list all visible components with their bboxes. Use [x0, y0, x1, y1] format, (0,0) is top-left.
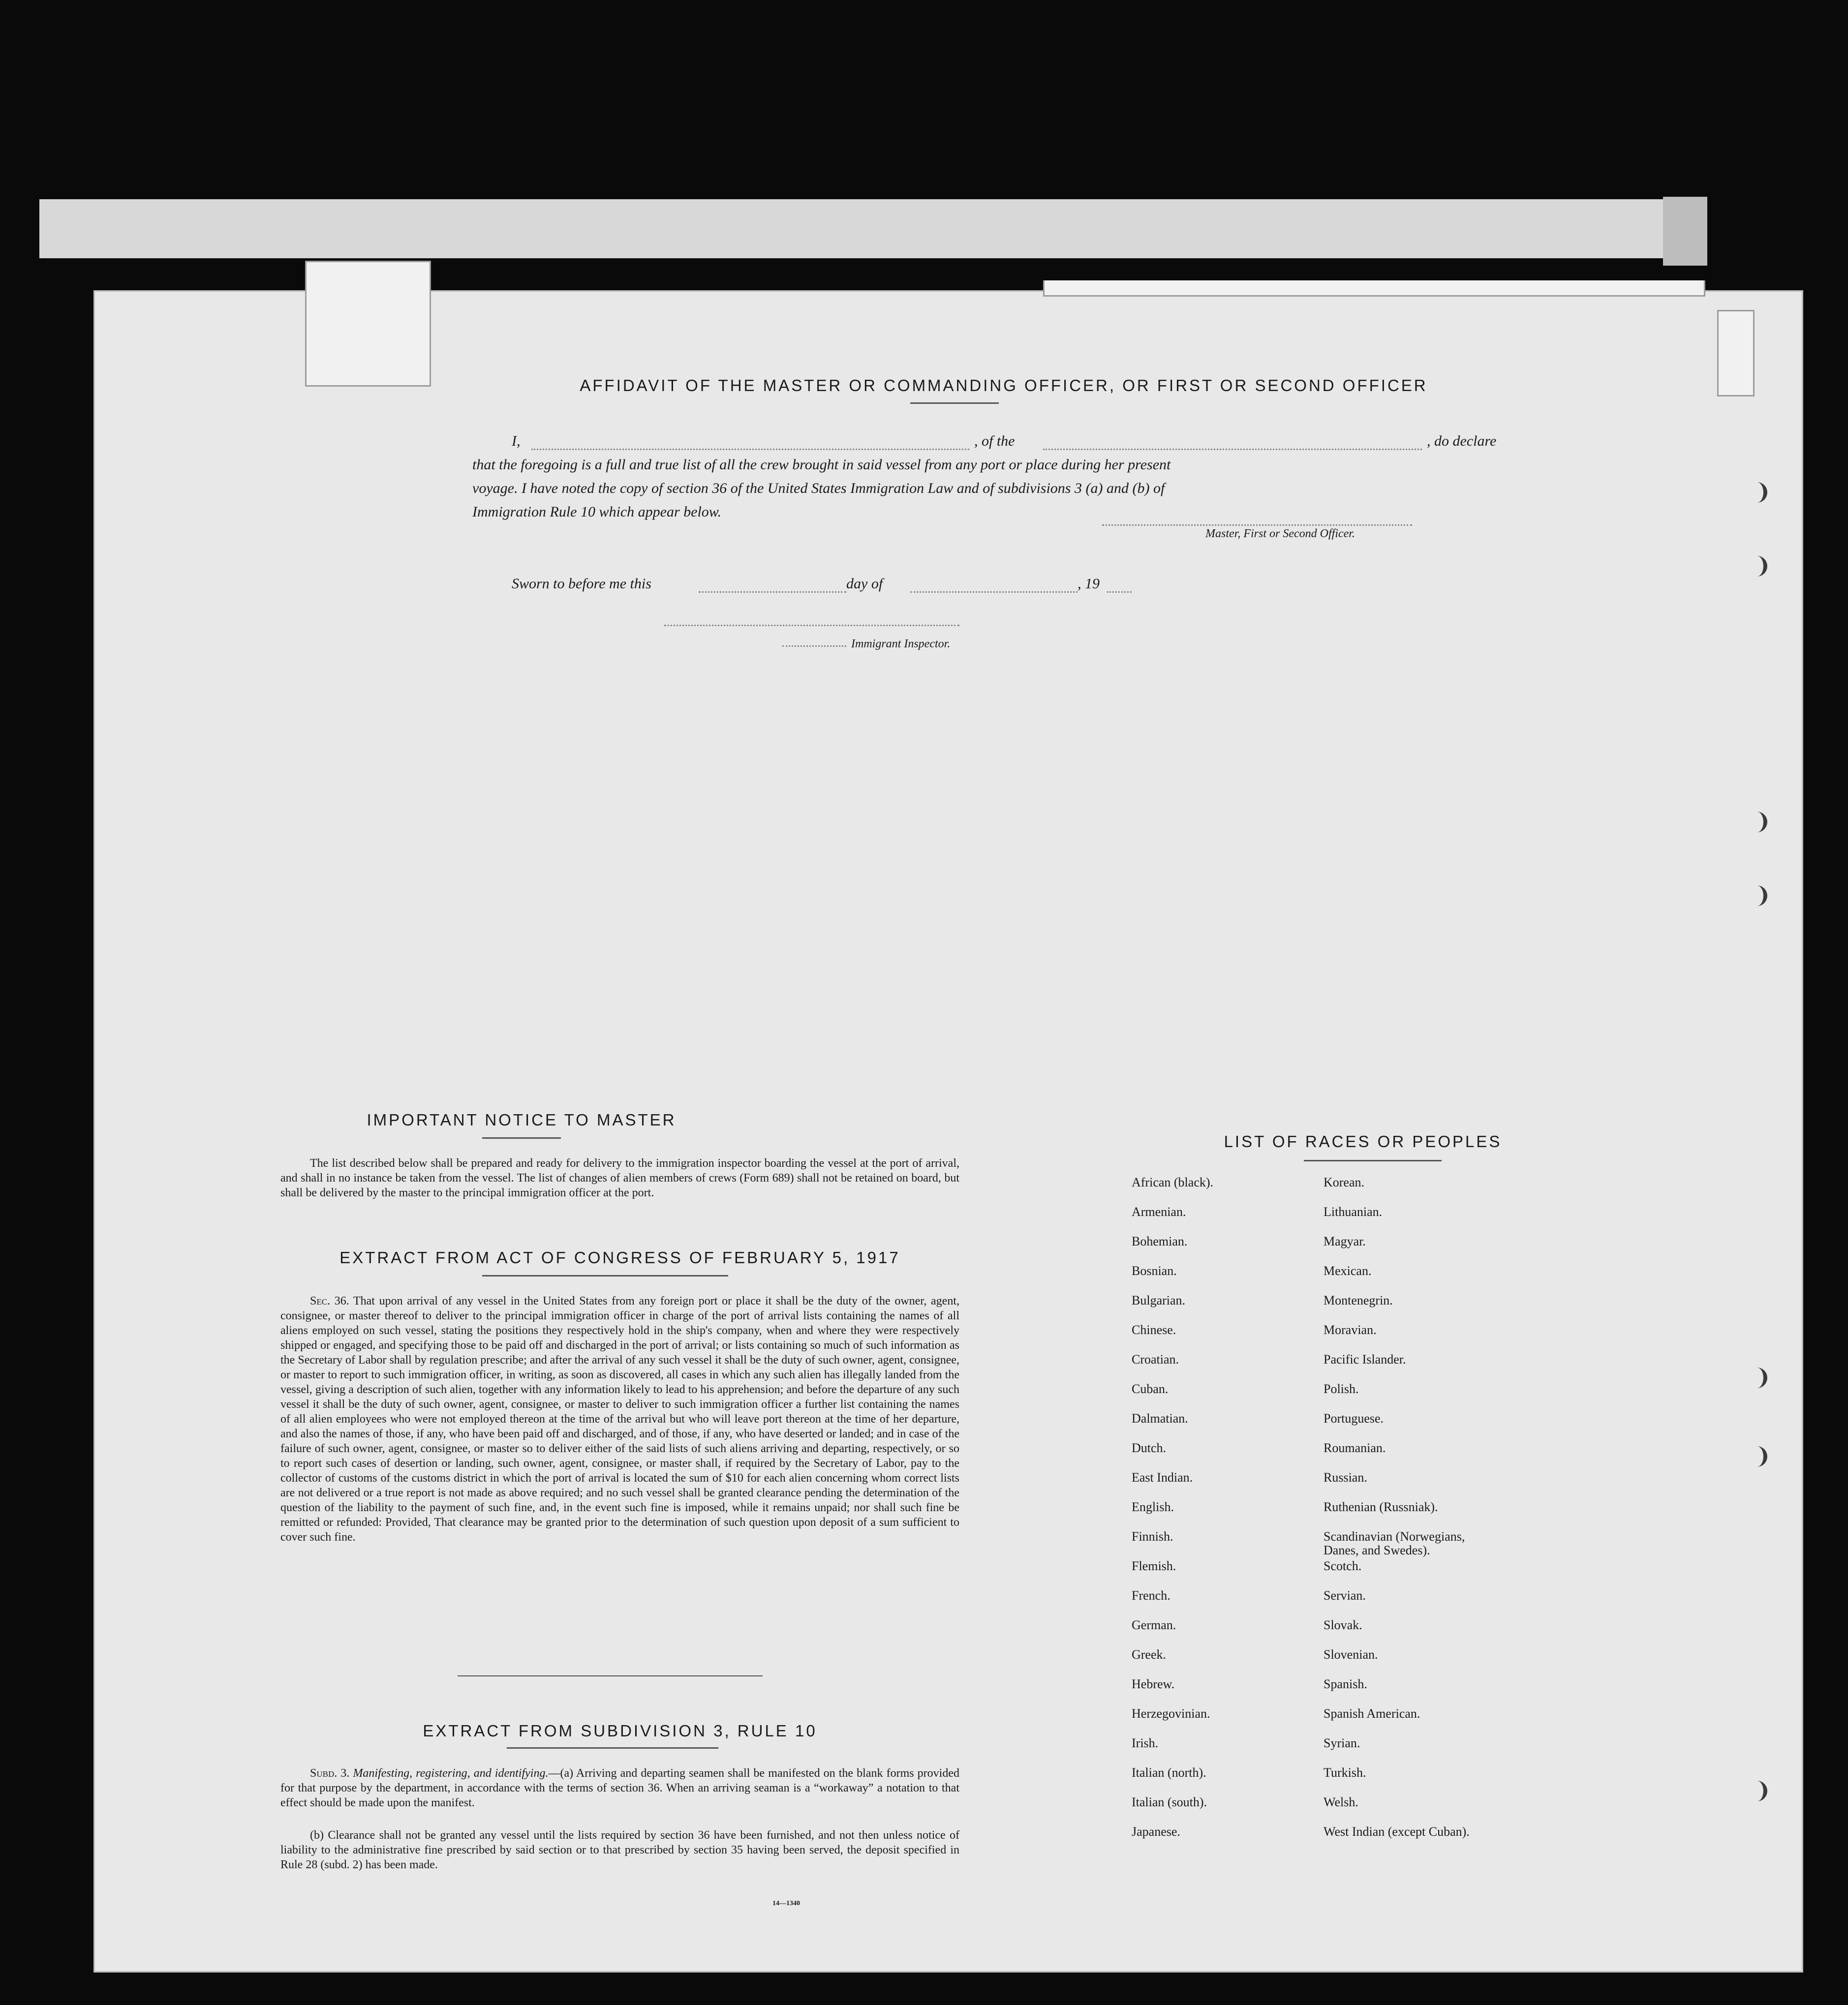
affidavit-title: AFFIDAVIT OF THE MASTER OR COMMANDING OFFICER, OR FIRST OR SECOND OFFICER: [580, 376, 1428, 395]
race-item: Lithuanian.: [1324, 1205, 1383, 1219]
race-item: Slovenian.: [1324, 1647, 1378, 1662]
race-item: Slovak.: [1324, 1618, 1362, 1632]
race-item: Turkish.: [1324, 1765, 1366, 1780]
races-title-rule: [1304, 1160, 1442, 1161]
officer-signature-field[interactable]: [1102, 524, 1412, 526]
race-item: Italian (north).: [1132, 1765, 1206, 1780]
affidavit-i: I,: [512, 433, 521, 449]
race-item: Japanese.: [1132, 1824, 1180, 1839]
act-text-block: [280, 1294, 959, 1545]
affidavit-of-the: , of the: [974, 433, 1015, 449]
race-item: Scotch.: [1324, 1559, 1362, 1573]
race-item: West Indian (except Cuban).: [1324, 1824, 1470, 1839]
race-item: Portuguese.: [1324, 1411, 1384, 1426]
race-item: German.: [1132, 1618, 1176, 1632]
race-item: Moravian.: [1324, 1323, 1377, 1337]
notice-title: IMPORTANT NOTICE TO MASTER: [367, 1111, 677, 1129]
binder-hole: [1747, 1781, 1767, 1801]
race-item: Chinese.: [1132, 1323, 1176, 1337]
race-item: Greek.: [1132, 1647, 1167, 1662]
act-sec-label: Sec. 36.: [310, 1295, 349, 1307]
binder-hole: [1747, 482, 1767, 503]
race-item: Finnish.: [1132, 1529, 1173, 1544]
race-item: Bosnian.: [1132, 1264, 1177, 1278]
document-page: [93, 290, 1803, 1973]
race-item: French.: [1132, 1588, 1170, 1603]
sworn-text: Sworn to before me this: [512, 576, 651, 592]
race-item: Italian (south).: [1132, 1795, 1207, 1809]
year-text: , 19: [1078, 576, 1100, 592]
race-item: Roumanian.: [1324, 1441, 1386, 1455]
rule-title: EXTRACT FROM SUBDIVISION 3, RULE 10: [423, 1722, 817, 1740]
affidavit-declare: , do declare: [1427, 433, 1497, 449]
race-item: Dutch.: [1132, 1441, 1167, 1455]
page-tab: [1717, 310, 1755, 396]
race-item: Dalmatian.: [1132, 1411, 1188, 1426]
race-item: Irish.: [1132, 1736, 1159, 1750]
page-tab: [305, 261, 431, 387]
inspector-signature-field[interactable]: [664, 625, 959, 626]
race-item: Polish.: [1324, 1382, 1359, 1396]
page-tab: [1043, 280, 1705, 297]
race-item: Spanish.: [1324, 1677, 1367, 1691]
race-item: Mexican.: [1324, 1264, 1372, 1278]
race-item: Hebrew.: [1132, 1677, 1175, 1691]
officer-signature-label: Master, First or Second Officer.: [1205, 527, 1355, 540]
binder-hole: [1747, 1367, 1767, 1388]
inspector-signature-field-2[interactable]: [782, 645, 846, 647]
rule-text-b: (b) Clearance shall not be granted any vessel until the lists required by section 36 have been furnished, and not then unless notice of liability to the administrative fine prescribed by said section or to that prescribed by section 35 having been served, the deposit specified in Rule 28 (subd. 2) has been made.: [280, 1829, 959, 1871]
background-sheet: [39, 199, 1702, 258]
day-of-text: day of: [846, 576, 883, 592]
race-item: Herzegovinian.: [1132, 1706, 1210, 1721]
affidavit-title-rule: [910, 402, 999, 404]
act-title-rule: [482, 1275, 728, 1276]
binder-hole: [1747, 556, 1767, 577]
race-item: Magyar.: [1324, 1234, 1366, 1248]
race-item: English.: [1132, 1500, 1174, 1514]
race-item: Syrian.: [1324, 1736, 1360, 1750]
binder-hole: [1747, 812, 1767, 832]
affidavit-line2: that the foregoing is a full and true list of all the crew brought in said vessel from any port or place during her present: [472, 456, 1171, 473]
race-item: Welsh.: [1324, 1795, 1358, 1809]
notice-text: The list described below shall be prepared and ready for delivery to the immigration inspector boarding the vessel at the port of arrival, and shall in no instance be taken from the vessel. The list of changes of alien members of crews (Form 689) shall not be retained on board, but shall be delivered by the master to the principal immigration officer at the port.: [280, 1157, 959, 1199]
race-item: Spanish American.: [1324, 1706, 1420, 1721]
act-end-rule: [458, 1675, 763, 1676]
binder-hole: [1747, 1446, 1767, 1467]
rule-text-a: —(a) Arriving and departing seamen shall be manifested on the blank forms provided for that purpose by the department, in accordance with the terms of section 36. When an arriving seaman is a “workaway” a notation to that effect should be made upon the manifest.: [280, 1767, 959, 1809]
races-list: [1132, 1175, 1624, 1839]
rule-subd-label: Subd. 3.: [310, 1767, 350, 1780]
race-item: Montenegrin.: [1324, 1293, 1393, 1307]
race-item: Ruthenian (Russniak).: [1324, 1500, 1438, 1514]
rule-title-rule: [507, 1747, 718, 1749]
race-item: Armenian.: [1132, 1205, 1186, 1219]
sworn-year-field[interactable]: [1107, 591, 1132, 593]
race-item: Russian.: [1324, 1470, 1367, 1485]
binder-hole: [1747, 885, 1767, 906]
act-text: That upon arrival of any vessel in the United States from any foreign port or place it shall be the duty of the owner, agent, consignee, or master thereof to deliver to the principal immigration officer in charge of the port of arrival lists containing the names of all aliens employed on such vessel, stating the positions they respectively hold in the ship's company, when and where they were respectively shipped or engaged, and specifying those to be paid off and discharged in the port of arrival; or lists containing so much of such information as the Secretary of Labor shall by regulation prescribe; and after the arrival of any such vessel it shall be the duty of such owner, agent, consignee, or master to report to such immigration officer, in writing, as soon as discovered, all cases in which any such alien has illegally landed from the vessel, giving a description of such alien, together with any information likely to lead to his apprehension; and before the departure of any such vessel it shall be the duty of such owner, agent, consignee, or master to deliver to such immigration officer a further list containing the names of all alien employees who were not employed thereon at the time of the arrival but who will leave port thereon at the time of her departure, and also the names of those, if any, who have been paid off and discharged, and of those, if any, who have deserted or landed; and in case of the failure of such owner, agent, consignee, or master so to deliver either of the said lists of such aliens arriving and departing, respectively, or so to report such cases of desertion or landing, such owner, agent, consignee, or master shall, if required by the Secretary of Labor, pay to the collector of customs of the customs district in which the port of arrival is located the sum of $10 for each alien concerning whom correct lists are not delivered or a true report is not made as above required; and no such vessel shall be granted clearance pending the determination of the question of the liability to the payment of such fine, and, in the event such fine is imposed, while it remains unpaid; nor shall such fine be remitted or refunded: Provided, That clearance may be granted prior to the determination of such question upon deposit of a sum sufficient to cover such fine.: [280, 1295, 959, 1544]
rule-text-a-block: [280, 1766, 959, 1810]
race-item: African (black).: [1132, 1175, 1214, 1189]
background-sheet-right: [1663, 197, 1707, 266]
affidavit-line4: Immigration Rule 10 which appear below.: [472, 504, 722, 520]
race-item: Scandinavian (Norwegians, Danes, and Swedes).: [1324, 1529, 1465, 1557]
inspector-label: Immigrant Inspector.: [851, 638, 951, 650]
notice-title-rule: [482, 1137, 561, 1139]
form-number: 14—1340: [772, 1900, 800, 1907]
sworn-month-field[interactable]: [910, 591, 1078, 593]
race-item: Pacific Islander.: [1324, 1352, 1406, 1367]
races-title: LIST OF RACES OR PEOPLES: [1224, 1132, 1502, 1151]
vessel-field[interactable]: [1043, 449, 1422, 450]
act-title: EXTRACT FROM ACT OF CONGRESS OF FEBRUARY 5, 1917: [339, 1248, 900, 1267]
race-item: Bulgarian.: [1132, 1293, 1186, 1307]
race-item: Korean.: [1324, 1175, 1365, 1189]
affidavit-line3: voyage. I have noted the copy of section 36 of the United States Immigration Law and of subdivisions 3 (a) and (b) of: [472, 480, 1165, 496]
rule-subd-heading: Manifesting, registering, and identifying.: [353, 1767, 549, 1780]
race-item: East Indian.: [1132, 1470, 1193, 1485]
name-field[interactable]: [531, 449, 969, 450]
sworn-day-field[interactable]: [699, 591, 846, 593]
race-item: Bohemian.: [1132, 1234, 1188, 1248]
race-item: Cuban.: [1132, 1382, 1169, 1396]
race-item: Flemish.: [1132, 1559, 1176, 1573]
race-item: Croatian.: [1132, 1352, 1179, 1367]
race-item: Servian.: [1324, 1588, 1366, 1603]
